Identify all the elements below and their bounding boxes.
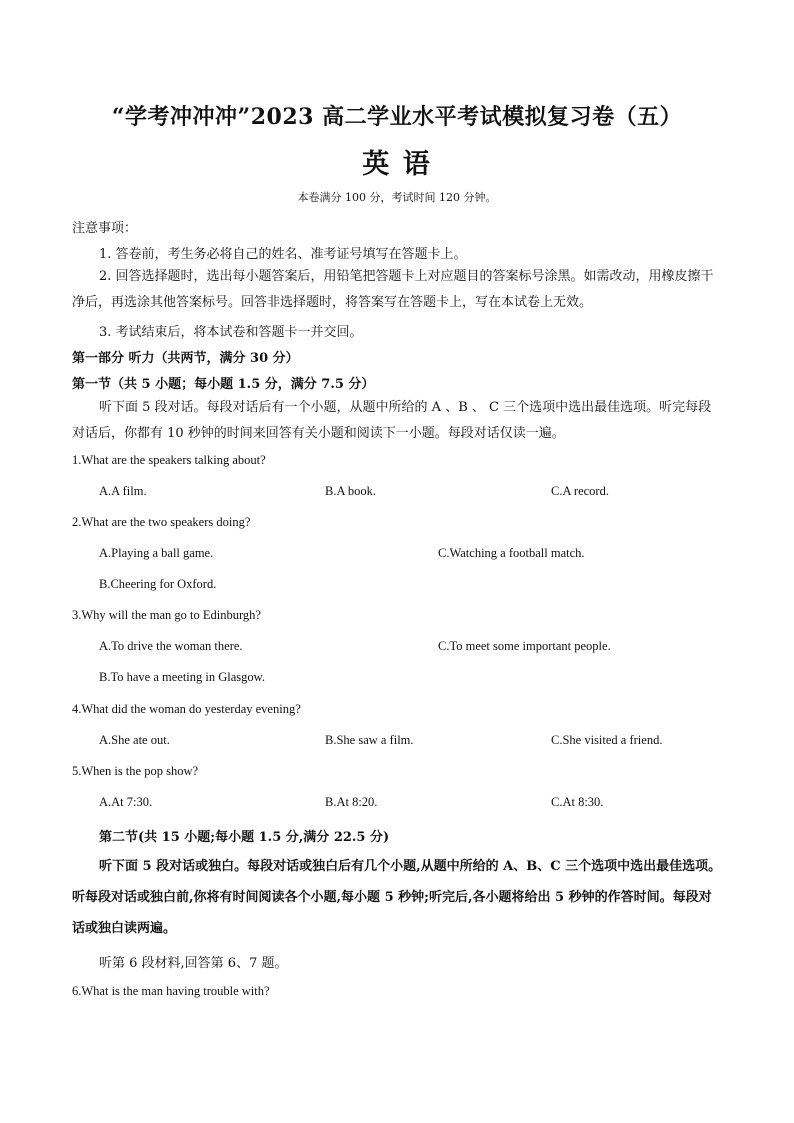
q4-option-b: B.She saw a film. bbox=[325, 733, 414, 747]
section1-heading: 第一节（共 5 小题；每小题 1.5 分，满分 7.5 分） bbox=[72, 377, 375, 392]
q4-option-a: A.She ate out. bbox=[99, 733, 170, 747]
exam-title: “学考冲冲冲”2023 高二学业水平考试模拟复习卷（五） bbox=[111, 104, 683, 130]
part1-heading: 第一部分 听力（共两节，满分 30 分） bbox=[72, 351, 299, 366]
q5-option-b: B.At 8:20. bbox=[325, 795, 378, 809]
exam-info: 本卷满分 100 分，考试时间 120 分钟。 bbox=[297, 191, 497, 204]
q5-option-a: A.At 7:30. bbox=[99, 795, 153, 809]
q3-option-c: C.To meet some important people. bbox=[438, 639, 611, 653]
q1-option-a: A.A film. bbox=[99, 484, 147, 498]
question-2: 2.What are the two speakers doing? bbox=[72, 515, 251, 529]
note-item-1: 1. 答卷前，考生务必将自己的姓名、准考证号填写在答题卡上。 bbox=[99, 247, 467, 262]
q2-option-c: C.Watching a football match. bbox=[438, 546, 585, 560]
q4-option-c: C.She visited a friend. bbox=[551, 733, 663, 747]
q3-option-b: B.To have a meeting in Glasgow. bbox=[99, 670, 265, 684]
note-item-3: 3. 考试结束后，将本试卷和答题卡一并交回。 bbox=[99, 325, 363, 340]
question-4: 4.What did the woman do yesterday evening? bbox=[72, 702, 301, 716]
subject-title: 英 语 bbox=[362, 149, 432, 180]
notes-heading: 注意事项： bbox=[72, 221, 138, 236]
q5-option-c: C.At 8:30. bbox=[551, 795, 604, 809]
section2-heading: 第二节(共 15 小题;每小题 1.5 分,满分 22.5 分) bbox=[99, 830, 390, 845]
q1-option-b: B.A book. bbox=[325, 484, 377, 498]
section2-instructions: 听下面 5 段对话或独白。每段对话或独白后有几个小题,从题中所给的 A、B、C 三个选项中选出最佳选项。听每段对话或独白前,你将有时间阅读各个小题,每小题 5 秒钟;听完后,各小题将给出 5 秒钟的作答时间。每段对话或独白读两遍。 bbox=[72, 859, 722, 936]
question-6: 6.What is the man having trouble with? bbox=[72, 984, 270, 998]
question-1: 1.What are the speakers talking about? bbox=[72, 453, 266, 467]
note-item-2: 2. 回答选择题时，选出每小题答案后，用铅笔把答题卡上对应题目的答案标号涂黑。如需改动，用橡皮擦干净后，再选涂其他答案标号。回答非选择题时，将答案写在答题卡上，写在本试卷上无效。 bbox=[72, 269, 714, 310]
q2-option-b: B.Cheering for Oxford. bbox=[99, 577, 217, 591]
section1-instructions: 听下面 5 段对话。每段对话后有一个小题，从题中所给的 A 、B 、 C 三个选项中选出最佳选项。听完每段对话后，你都有 10 秒钟的时间来回答有关小题和阅读下一小题。每段对话仅读一遍。 bbox=[72, 400, 712, 441]
q3-option-a: A.To drive the woman there. bbox=[99, 639, 243, 653]
material-note: 听第 6 段材料,回答第 6、7 题。 bbox=[99, 956, 288, 971]
q1-option-c: C.A record. bbox=[551, 484, 609, 498]
q2-option-a: A.Playing a ball game. bbox=[99, 546, 214, 560]
question-5: 5.When is the pop show? bbox=[72, 764, 199, 778]
question-3: 3.Why will the man go to Edinburgh? bbox=[72, 608, 261, 622]
